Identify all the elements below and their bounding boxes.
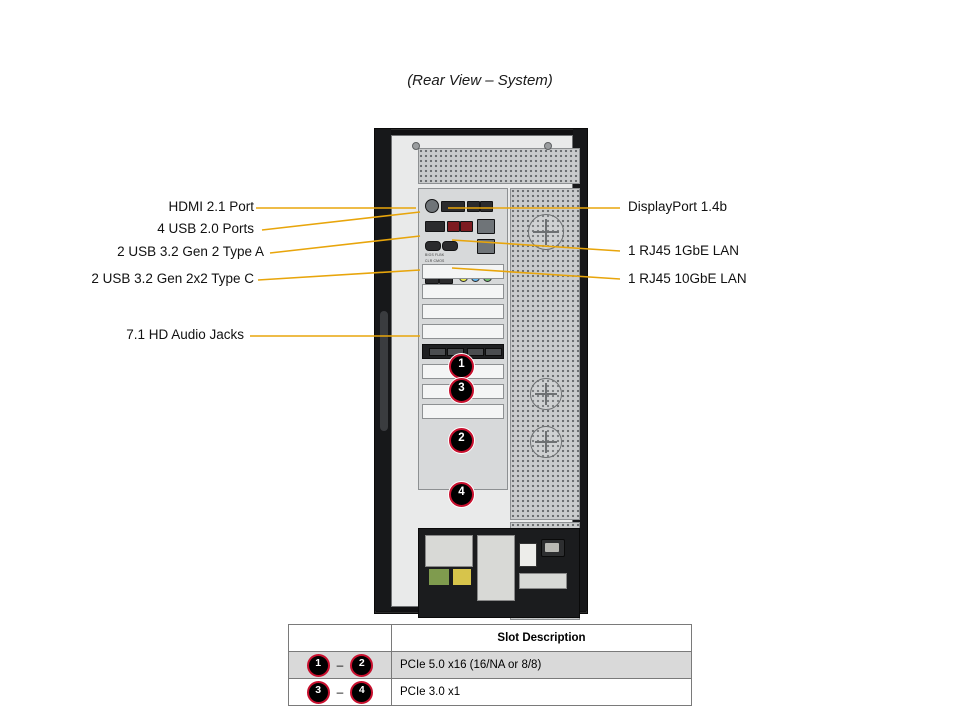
callout-4-usb-20-ports: 4 USB 2.0 Ports [157, 221, 254, 236]
gpu-display-port [485, 348, 502, 356]
gpu-display-port [467, 348, 484, 356]
usb-32-gen2x2-type-c-port [425, 241, 441, 251]
pci-slot-cover-3 [422, 304, 504, 319]
usb-32-gen2-type-a-port [447, 221, 460, 232]
usb-2-port [480, 201, 493, 212]
table-badge-3: 3 [307, 681, 330, 704]
slot-badge-4: 4 [449, 482, 474, 507]
table-key-cell [289, 652, 392, 679]
io-label-clr-cmos: CLR CMOS [425, 259, 445, 263]
slot-badge-2: 2 [449, 428, 474, 453]
table-header-row [289, 625, 692, 652]
psu-label-secondary [519, 573, 567, 589]
table-key-cell [289, 679, 392, 706]
psu-label [425, 535, 473, 567]
hdmi-port [441, 201, 465, 212]
callout-displayport-14b: DisplayPort 1.4b [628, 199, 728, 214]
screw-icon [412, 142, 420, 150]
fan-icon [528, 214, 564, 250]
top-vent-panel [418, 148, 580, 184]
table-cell-description: PCIe 5.0 x16 (16/NA or 8/8) [392, 652, 692, 679]
callout-rj45-10gbe-lan: 1 RJ45 10GbE LAN [628, 271, 747, 286]
psu-component [453, 569, 471, 585]
ps2-port [425, 199, 439, 213]
pci-slot-cover-4 [422, 324, 504, 339]
io-label-bios-flbk: BIOS FLBK [425, 253, 445, 257]
table-badge-2: 2 [350, 654, 373, 677]
psu-iec-socket [541, 539, 565, 557]
slot-badge-3: 3 [449, 378, 474, 403]
fan-icon [530, 426, 562, 458]
gpu-display-port [429, 348, 446, 356]
key-dash: – [336, 685, 344, 699]
callout-usb-32-gen2x2-type-c: 2 USB 3.2 Gen 2x2 Type C [91, 271, 254, 286]
callout-usb-32-gen2-type-a: 2 USB 3.2 Gen 2 Type A [117, 244, 264, 259]
chassis-handle [380, 311, 388, 431]
system-chassis-rear [374, 128, 588, 614]
usb-32-gen2x2-type-c-port [442, 241, 458, 251]
psu-power-switch[interactable] [519, 543, 537, 567]
pci-slot-cover-1 [422, 264, 504, 279]
usb-32-gen2-type-a-port [460, 221, 473, 232]
table-badge-1: 1 [307, 654, 330, 677]
psu-sticker [477, 535, 515, 601]
callout-rj45-1gbe-lan: 1 RJ45 1GbE LAN [628, 243, 740, 258]
table-header-slot-description: Slot Description [392, 625, 692, 652]
table-row [289, 679, 692, 706]
table-badge-4: 4 [350, 681, 373, 704]
usb-2-port [467, 201, 480, 212]
rj45-10gbe-lan-port [477, 239, 495, 254]
rj45-1gbe-lan-port [477, 219, 495, 234]
table-cell-description: PCIe 3.0 x1 [392, 679, 692, 706]
slot-badge-1: 1 [449, 354, 474, 379]
pci-slot-cover-7 [422, 404, 504, 419]
table-header-key [289, 625, 392, 652]
callout-71-hd-audio-jacks: 7.1 HD Audio Jacks [126, 327, 244, 342]
power-supply-unit [418, 528, 580, 618]
screw-icon [544, 142, 552, 150]
slot-description-table [288, 624, 692, 706]
callout-hdmi-21-port: HDMI 2.1 Port [168, 199, 254, 214]
chassis-rear-panel [391, 135, 573, 607]
page-title: (Rear View – System) [407, 72, 553, 89]
button-port [425, 221, 445, 232]
fan-icon [530, 378, 562, 410]
pci-slot-cover-2 [422, 284, 504, 299]
psu-component [429, 569, 449, 585]
table-row [289, 652, 692, 679]
key-dash: – [336, 658, 344, 672]
